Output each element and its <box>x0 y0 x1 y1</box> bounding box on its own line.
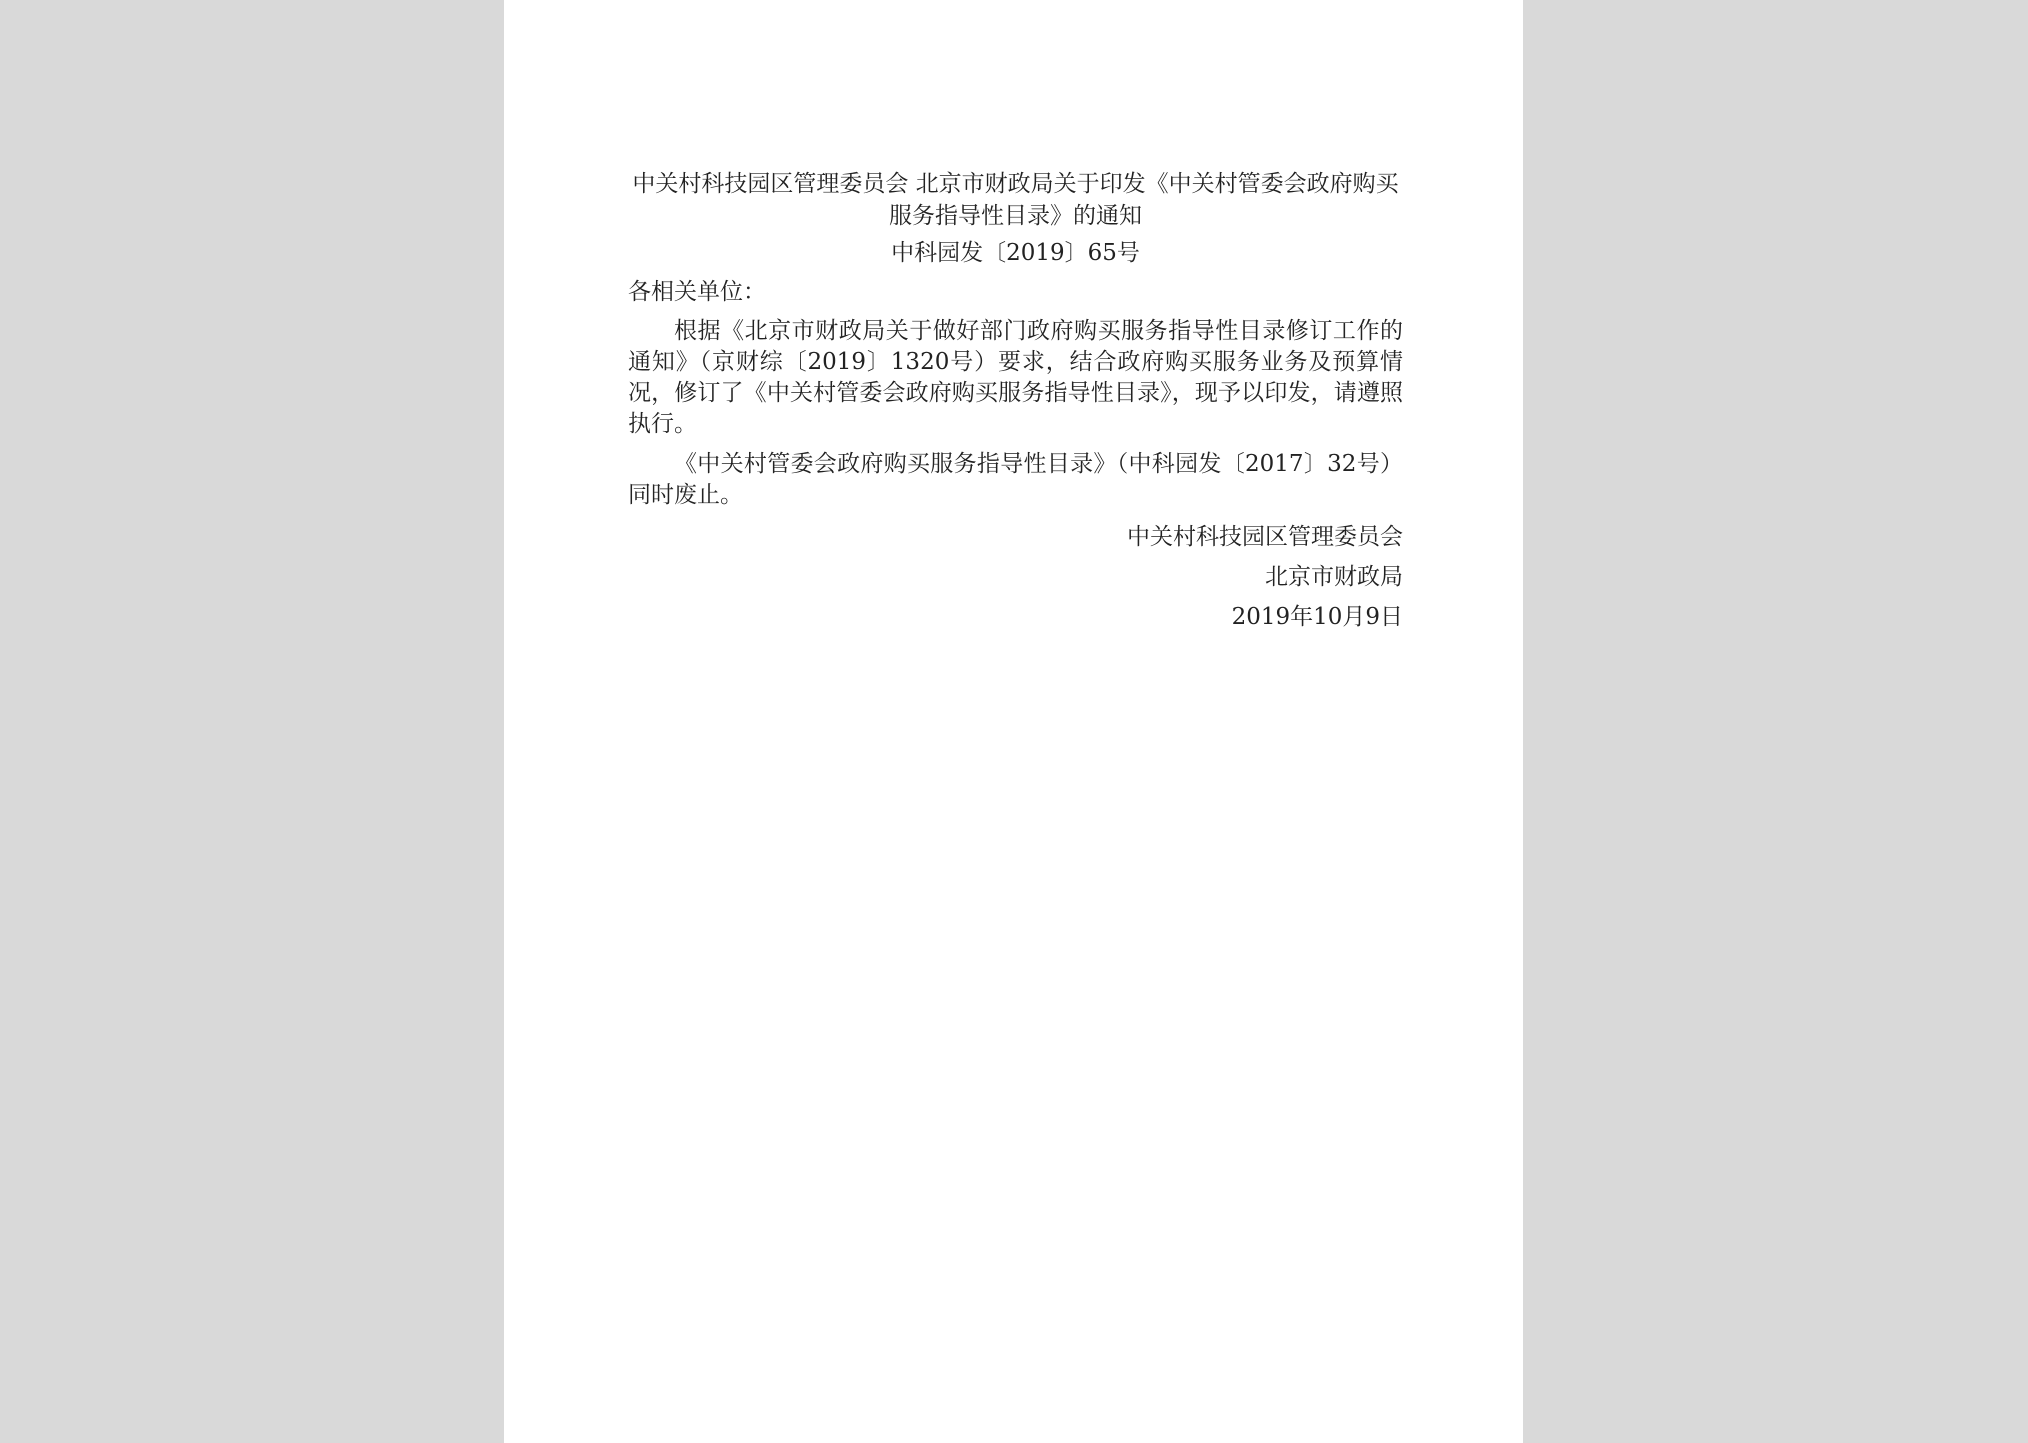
salutation: 各相关单位： <box>628 279 766 305</box>
issue-date: 2019年10月9日 <box>1231 604 1403 630</box>
body-paragraph-2: 《中关村管委会政府购买服务指导性目录》（中科园发〔2017〕32号）同时废止。 <box>628 451 1403 508</box>
body-paragraph-1: 根据《北京市财政局关于做好部门政府购买服务指导性目录修订工作的通知》（京财综〔2019〕1320号）要求，结合政府购买服务业务及预算情况，修订了《中关村管委会政府购买服务指导性目录》，现予以印发，请遵照执行。 <box>628 318 1403 437</box>
document-number: 中科园发〔2019〕65号 <box>891 240 1140 266</box>
signatory-committee: 中关村科技园区管理委员会 <box>1127 524 1403 550</box>
document-page <box>504 0 1523 1443</box>
signatory-finance-bureau: 北京市财政局 <box>1265 564 1403 590</box>
document-title: 中关村科技园区管理委员会 北京市财政局关于印发《中关村管委会政府购买服务指导性目录》的通知 <box>632 171 1399 229</box>
document-body <box>628 168 1403 633</box>
